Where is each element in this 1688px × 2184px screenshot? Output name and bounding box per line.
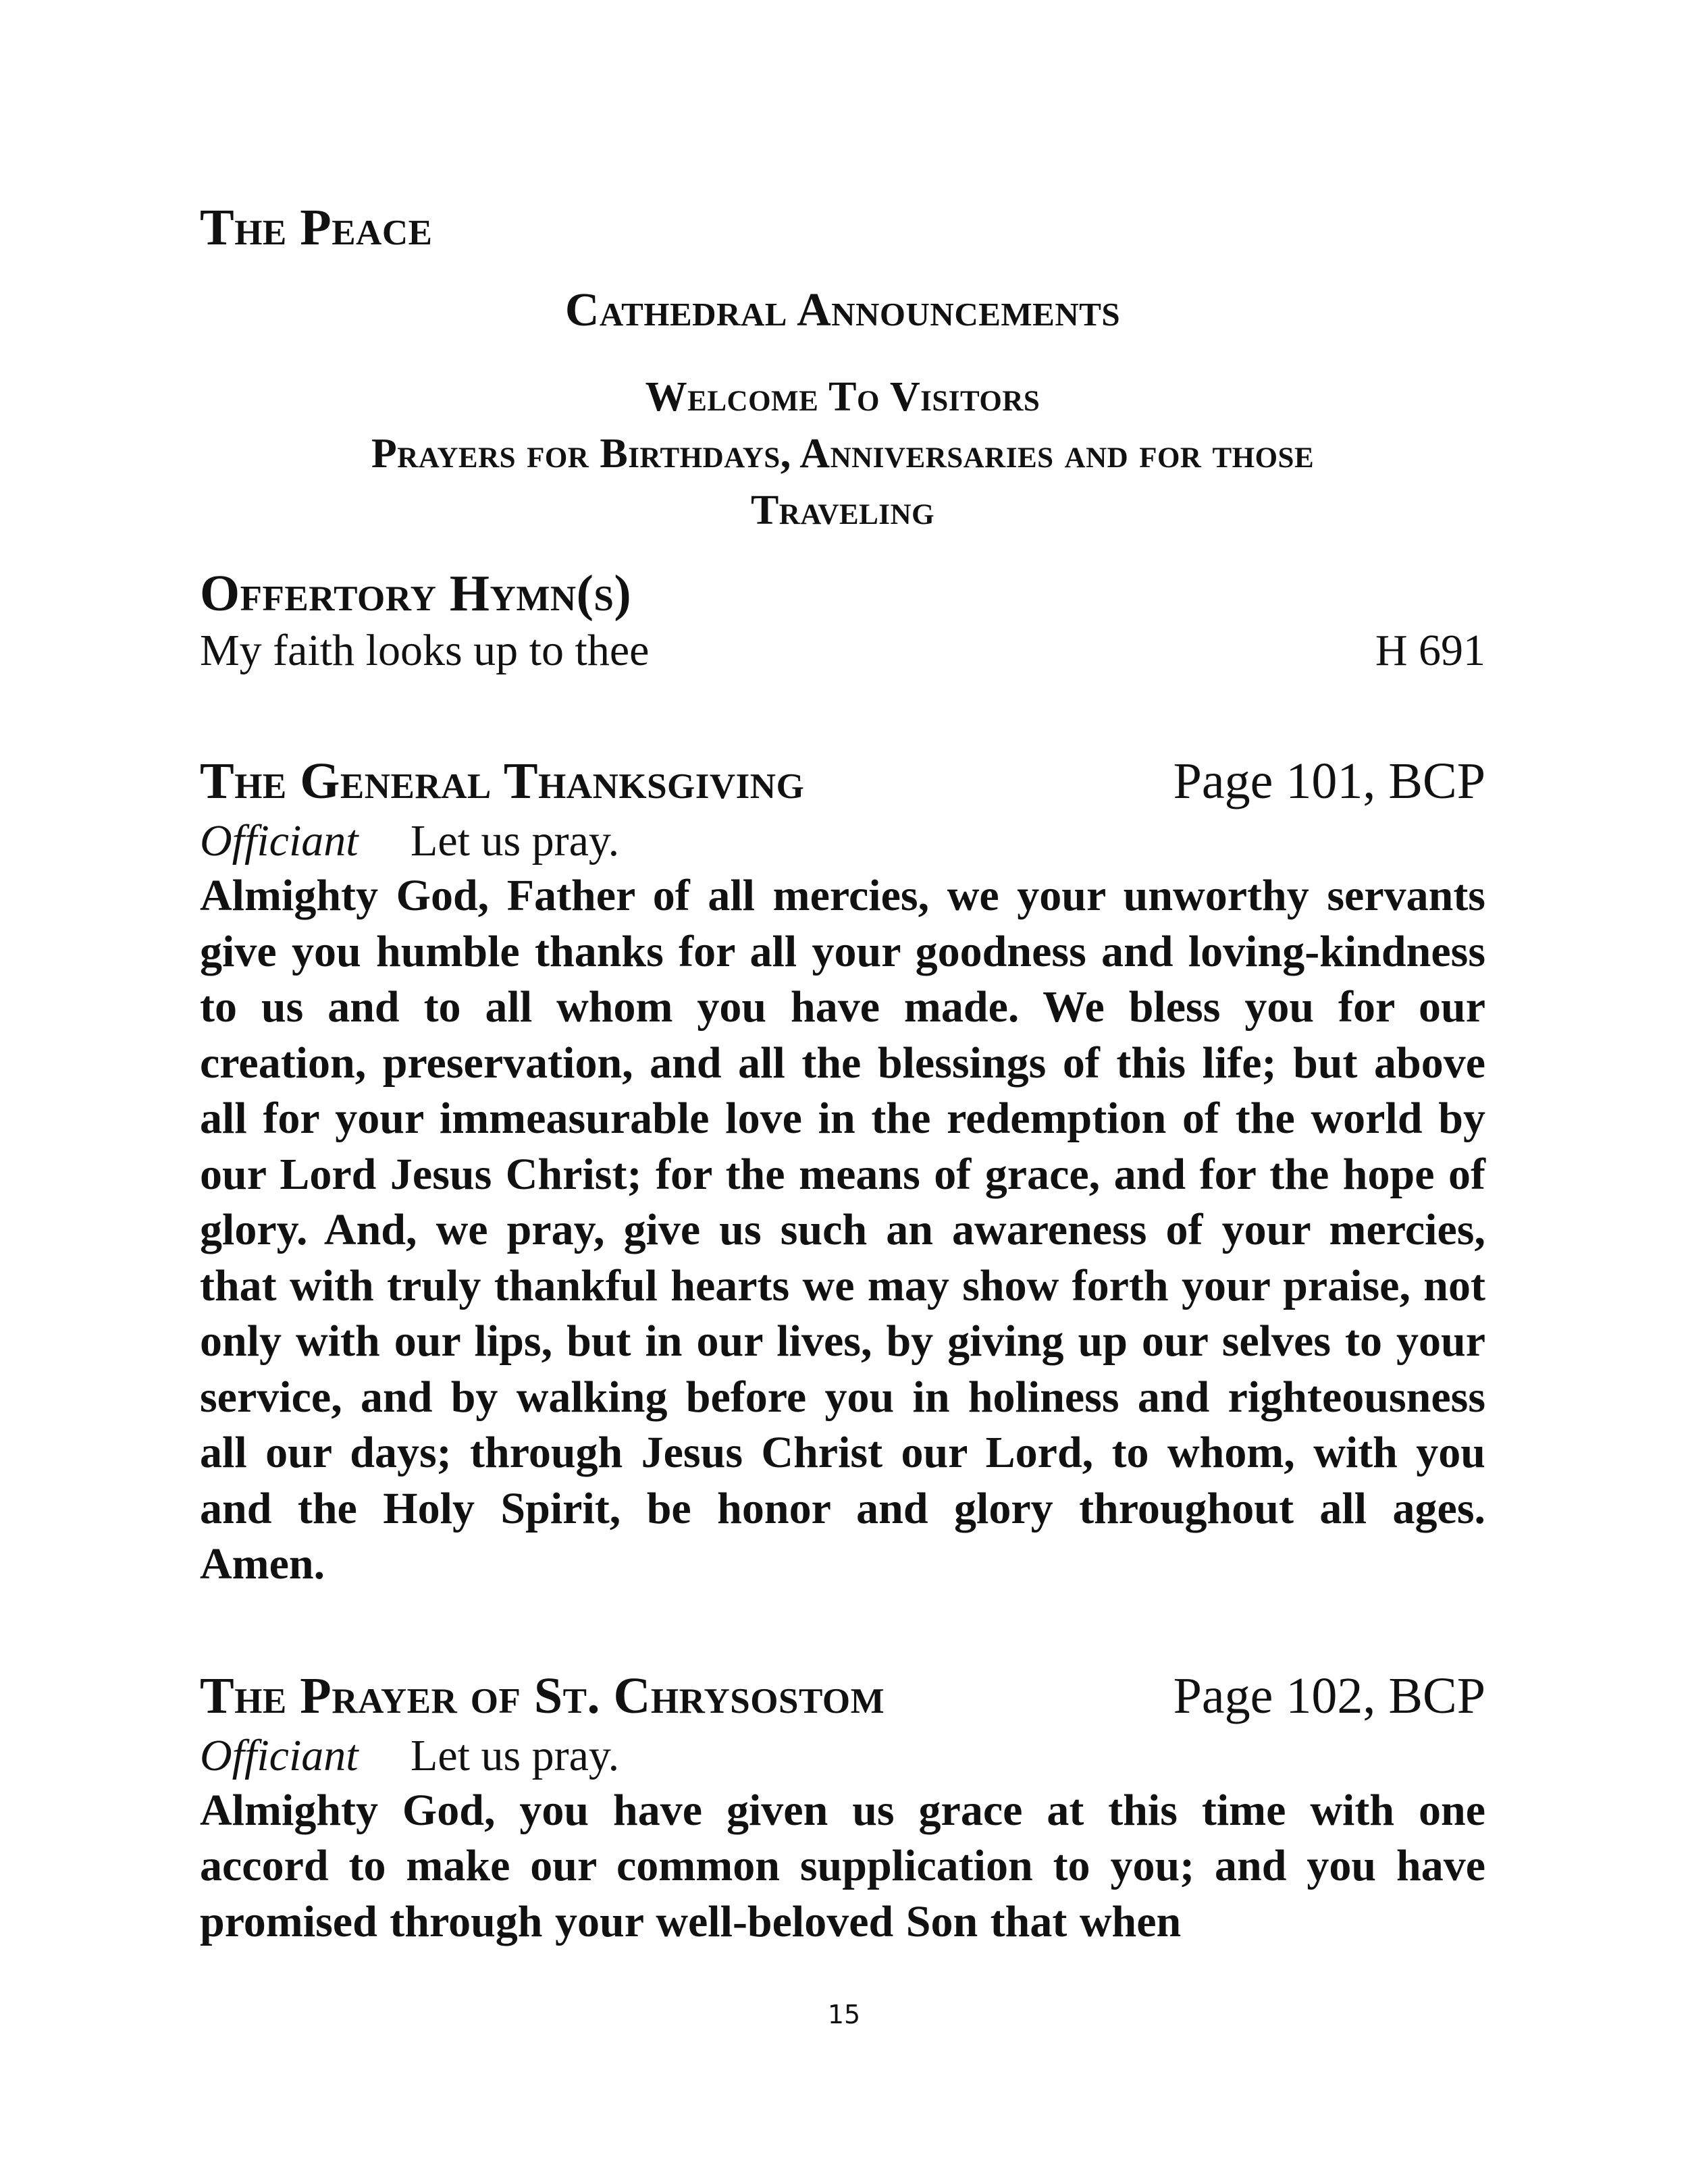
page-number: 15 xyxy=(827,2000,861,2029)
officiant-role: Officiant xyxy=(200,1730,359,1780)
thanksgiving-heading-row xyxy=(200,751,1485,811)
thanksgiving-officiant-line xyxy=(200,814,1485,868)
subheading-prayers-line-2: Traveling xyxy=(750,487,935,533)
heading-prayer-st-chrysostom: The Prayer of St. Chrysostom xyxy=(200,1667,885,1724)
subheading-welcome-visitors: Welcome To Visitors xyxy=(645,374,1040,420)
hymn-number: H 691 xyxy=(1375,626,1485,675)
thanksgiving-page-ref: Page 101, BCP xyxy=(1173,753,1485,809)
section-spacer xyxy=(200,1593,1485,1666)
chrysostom-officiant-line xyxy=(200,1729,1485,1783)
heading-offertory-hymns: Offertory Hymn(s) xyxy=(200,565,632,622)
general-thanksgiving-prayer: Almighty God, Father of all mercies, we your unworthy servants give you humble thanks for all your goodness and loving-kindness to us and to all whom you have made. We bless you for our creation, preservation, and all the blessings of this life; but above all for your immeasurable love in the redemption of the world by our Lord Jesus Christ; for the means of grace, and for the hope of glory. And, we pray, give us such an awareness of your mercies, that with truly thankful hearts we may show forth your praise, not only with our lips, but in our lives, by giving up our selves to your service, and by walking before you in holiness and righteousness all our days; through Jesus Christ our Lord, to whom, with you and the Holy Spirit, be honor and glory throughout all ages. Amen. xyxy=(200,871,1485,1589)
subheading-prayers-line-1: Prayers for Birthdays, Anniversaries and for those xyxy=(371,431,1315,477)
hymn-title: My faith looks up to thee xyxy=(200,626,650,675)
heading-general-thanksgiving: The General Thanksgiving xyxy=(200,753,805,809)
officiant-text: Let us pray. xyxy=(411,816,620,865)
heading-cathedral-announcements: Cathedral Announcements xyxy=(564,284,1121,336)
heading-the-peace: The Peace xyxy=(200,199,433,256)
officiant-text: Let us pray. xyxy=(411,1730,620,1780)
chrysostom-heading-row xyxy=(200,1666,1485,1726)
hymn-row xyxy=(200,624,1485,678)
officiant-role: Officiant xyxy=(200,816,359,865)
section-spacer xyxy=(200,678,1485,751)
page-content xyxy=(200,197,1485,1950)
chrysostom-page-ref: Page 102, BCP xyxy=(1173,1667,1485,1724)
st-chrysostom-prayer: Almighty God, you have given us grace at this time with one accord to make our common supplication to you; and you have promised through your well-beloved Son that when xyxy=(200,1785,1485,1946)
